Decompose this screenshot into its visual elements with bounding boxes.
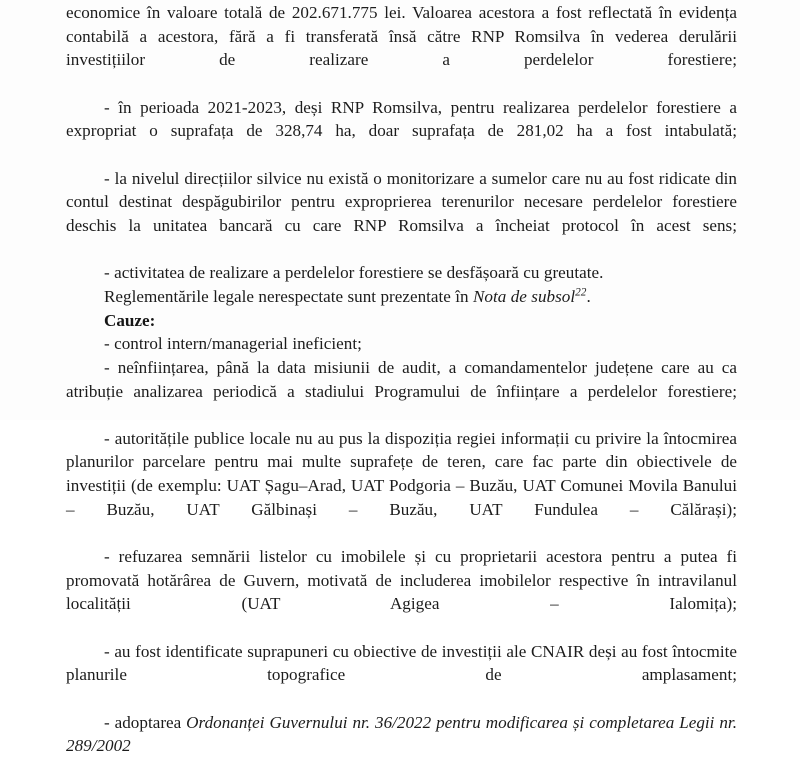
cause-suprapuneri-cnair: - au fost identificate suprapuneri cu obiective de investiții ale CNAIR deși au fost întocmite planurile topografice de amplasament;: [66, 641, 737, 685]
cause-control-intern: - control intern/managerial ineficient;: [104, 334, 362, 354]
cause-comandamente-judetene: - neînființarea, până la data misiunii de audit, a comandamentelor județene care au ca atribuție analizarea periodică a stadiului Programului de înființare a perdelelor forestiere;: [66, 357, 737, 401]
cause-autoritati-locale: - autoritățile publice locale nu au pus la dispoziția regiei informații cu privire la întocmirea planurilor parcelare pentru mai multe suprafețe de teren, care fac parte din obiectivele de investiții (de exemplu: UAT Șagu–Arad, UAT Podgoria – Buzău, UAT Comunei Movila Banului – Buzău, UAT Gălbinași – Buzău, UAT Fundulea – Călărași);: [66, 428, 737, 519]
paragraph-continuation: economice în valoare totală de 202.671.775 lei. Valoarea acestora a fost reflectată în evidența contabilă a acestora, fără a fi transferată însă către RNP Romsilva în vederea derulării investițiilor de realizare a perdelelor forestiere;: [66, 3, 737, 70]
text-column: [66, 1, 737, 758]
bullet-activitate-greutate: - activitatea de realizare a perdelelor forestiere se desfășoară cu greutate.: [104, 263, 604, 283]
section-heading-cauze: Cauze:: [104, 310, 156, 330]
ordonanta-lead-text: - adoptarea: [104, 712, 187, 732]
bullet-monitorizare-sume: - la nivelul direcțiilor silvice nu există o monitorizare a sumelor care nu au fost ridicate din contul destinat despăgubirilor pentru exproprierea terenurilor necesare perdelelor forestiere deschis la unitatea bancară cu care RNP Romsilva a încheiat protocol în acest sens;: [66, 168, 737, 235]
footnote-lead-text: Reglementările legale nerespectate sunt prezentate în: [104, 286, 474, 306]
ordonanta-title-italic: Ordonanței Guvernului nr. 36/2022 pentru modificarea și completarea Legii nr. 289/2002: [66, 712, 738, 756]
bullet-expropriere-suprafata: - în perioada 2021-2023, deși RNP Romsilva, pentru realizarea perdelelor forestiere a expropriat o suprafața de 328,74 ha, doar suprafața de 281,02 ha a fost intabulată;: [66, 97, 737, 141]
footnote-marker: 22: [575, 286, 587, 299]
footnote-reference-line: [66, 285, 737, 309]
footnote-trailing-punctuation: .: [586, 286, 591, 306]
cause-adoptare-ordonanta: [66, 711, 737, 758]
footnote-title-italic: Nota de subsol: [473, 286, 576, 306]
cause-refuz-semnare-liste: - refuzarea semnării listelor cu imobilele și cu proprietarii acestora pentru a putea fi promovată hotărârea de Guvern, motivată de includerea imobilelor respective în intravilanul localității (UAT Agigea – Ialomița);: [66, 547, 737, 614]
